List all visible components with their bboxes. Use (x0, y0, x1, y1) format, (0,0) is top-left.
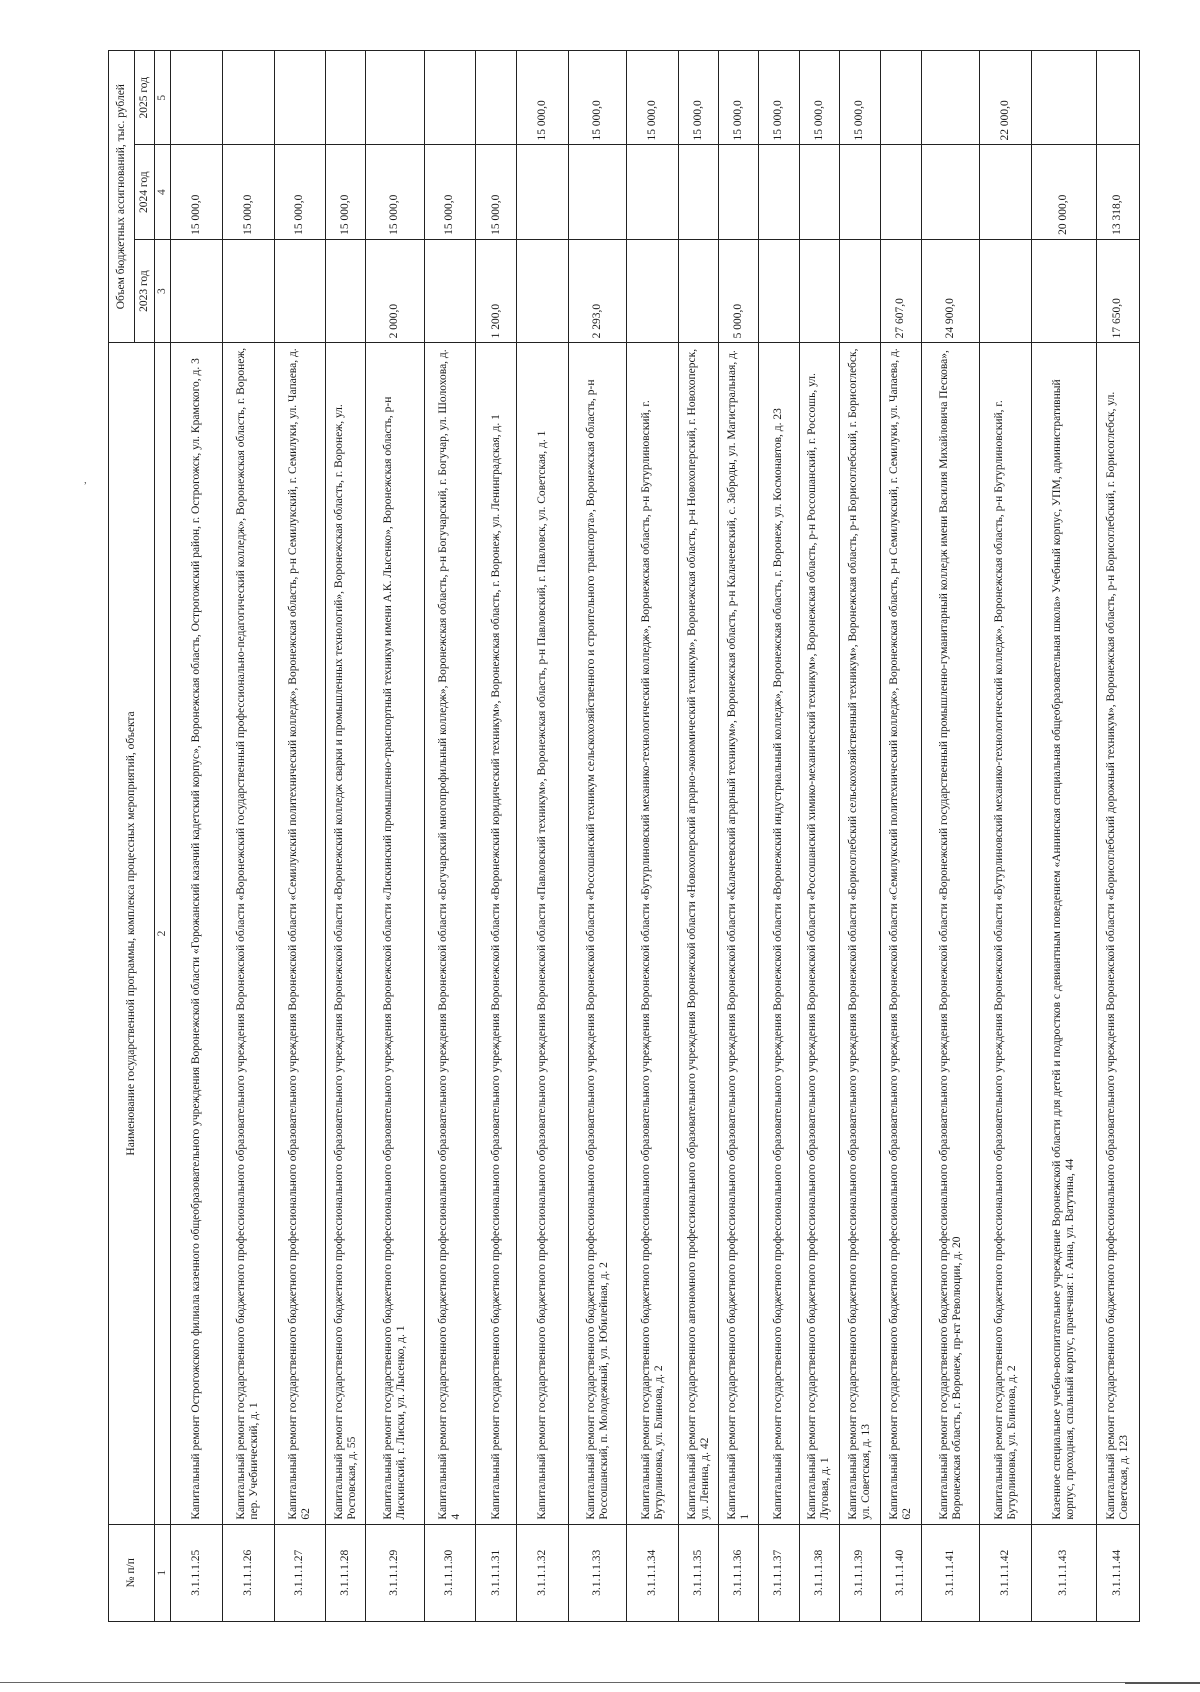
row-number: 3.1.1.1.42 (980, 1524, 1032, 1621)
row-name: Капитальный ремонт государственного бюджетного профессионального образовательного учреждения Воронежской области «Калачеевский аграрный техникум», Воронежская область, р-н Калачеевский, с. Заброды, ул. Магистральная, д. 1 (719, 343, 759, 1524)
row-value-2025: 15 000,0 (517, 51, 569, 145)
table-row (799, 51, 839, 1622)
header-year-2024: 2024 год (135, 145, 155, 239)
row-value-2023: 27 607,0 (880, 239, 921, 343)
row-value-2025 (424, 51, 476, 145)
table-row (980, 51, 1032, 1622)
row-name: Капитальный ремонт государственного бюджетного профессионального образовательного учреждения Воронежской области «Воронежский государственный промышленно-гуманитарный колледж имени Василия Михайловича Пескова», Воронежская область, г. Воронеж, пр-кт Революции, д. 20 (921, 343, 979, 1524)
table-row (839, 51, 880, 1622)
table-row (880, 51, 921, 1622)
table-row (758, 51, 799, 1622)
table-body (171, 51, 1140, 1622)
row-value-2025 (1096, 51, 1139, 145)
row-value-2023 (758, 239, 799, 343)
header-num: № п/п (109, 1524, 155, 1621)
page-bottom-rule (0, 1682, 1200, 1683)
table-row (679, 51, 719, 1622)
row-value-2025 (366, 51, 424, 145)
row-number: 3.1.1.1.25 (171, 1524, 223, 1621)
row-value-2023 (1031, 239, 1096, 343)
row-number: 3.1.1.1.27 (274, 1524, 326, 1621)
row-value-2024 (921, 145, 979, 239)
header-name: Наименование государственной программы, комплекса процессных мероприятий, объекта (109, 343, 155, 1524)
row-number: 3.1.1.1.34 (627, 1524, 679, 1621)
row-value-2024: 15 000,0 (326, 145, 366, 239)
row-name: Капитальный ремонт государственного бюджетного профессионального образовательного учреждения Воронежской области «Борисоглебский сельскохозяйственный техникум», Воронежская область, р-н Борисоглебский, г. Борисоглебск, ул. Советская, д. 13 (839, 343, 880, 1524)
row-name: Капитальный ремонт государственного бюджетного профессионального образовательного учреждения Воронежской области «Россошанский техникум сельскохозяйственного и строительного транспорта», Воронежская область, р-н Россошанский, п. Молодежный, ул. Юбилейная, д. 2 (569, 343, 627, 1524)
row-value-2025 (921, 51, 979, 145)
row-value-2025: 15 000,0 (569, 51, 627, 145)
row-number: 3.1.1.1.40 (880, 1524, 921, 1621)
table-row (627, 51, 679, 1622)
row-value-2023 (424, 239, 476, 343)
row-value-2025 (1031, 51, 1096, 145)
row-name: Капитальный ремонт государственного бюджетного профессионального образовательного учреждения Воронежской области «Павловский техникум», Воронежская область, р-н Павловский, г. Павловск, ул. Советская, д. 1 (517, 343, 569, 1524)
row-value-2023 (517, 239, 569, 343)
row-value-2023 (171, 239, 223, 343)
table-row (517, 51, 569, 1622)
table-row (1096, 51, 1139, 1622)
row-number: 3.1.1.1.44 (1096, 1524, 1139, 1621)
row-name: Капитальный ремонт государственного бюджетного профессионального образовательного учреждения Воронежской области «Богучарский многопрофильный колледж», Воронежская область, р-н Богучарский, г. Богучар, ул. Шолохова, д. 4 (424, 343, 476, 1524)
col-number: 5 (155, 51, 171, 145)
table-row (171, 51, 223, 1622)
row-value-2023 (222, 239, 274, 343)
row-value-2023 (326, 239, 366, 343)
row-value-2024 (627, 145, 679, 239)
row-value-2025: 15 000,0 (679, 51, 719, 145)
row-number: 3.1.1.1.36 (719, 1524, 759, 1621)
row-value-2025: 15 000,0 (719, 51, 759, 145)
row-value-2023 (839, 239, 880, 343)
row-number: 3.1.1.1.43 (1031, 1524, 1096, 1621)
row-value-2025: 15 000,0 (758, 51, 799, 145)
row-value-2024 (839, 145, 880, 239)
row-number: 3.1.1.1.39 (839, 1524, 880, 1621)
row-value-2024 (679, 145, 719, 239)
row-value-2025 (326, 51, 366, 145)
row-value-2024 (569, 145, 627, 239)
row-value-2023 (627, 239, 679, 343)
row-name: Капитальный ремонт государственного бюджетного профессионального образовательного учреждения Воронежской области «Воронежский индустриальный колледж», Воронежская область, г. Воронеж, ул. Космонавтов, д. 23 (758, 343, 799, 1524)
row-number: 3.1.1.1.32 (517, 1524, 569, 1621)
table-row (222, 51, 274, 1622)
row-name: Капитальный ремонт государственного бюджетного профессионального образовательного учреждения Воронежской области «Россошанский химико-механический техникум», Воронежская область, р-н Россошанский, г. Россошь, ул. Луговая, д. 1 (799, 343, 839, 1524)
header-volume: Объем бюджетных ассигнований, тыс. рублей (109, 51, 135, 343)
row-value-2023 (980, 239, 1032, 343)
row-value-2025 (476, 51, 517, 145)
row-value-2024: 15 000,0 (366, 145, 424, 239)
table-row (719, 51, 759, 1622)
row-value-2025: 22 000,0 (980, 51, 1032, 145)
row-number: 3.1.1.1.38 (799, 1524, 839, 1621)
row-value-2024: 15 000,0 (424, 145, 476, 239)
row-value-2024 (517, 145, 569, 239)
row-value-2024 (799, 145, 839, 239)
row-name: Капитальный ремонт Острогожского филиала казенного общеобразовательного учреждения Воронежской области «Горожанский казачий кадетский корпус», Воронежская область, Острогожский район, г. Острогожск, ул. Крамского, д. 3 (171, 343, 223, 1524)
row-number: 3.1.1.1.31 (476, 1524, 517, 1621)
table-row (424, 51, 476, 1622)
table-row (569, 51, 627, 1622)
row-number: 3.1.1.1.30 (424, 1524, 476, 1621)
row-value-2024 (980, 145, 1032, 239)
rotated-page (108, 50, 1140, 1622)
row-value-2023: 17 650,0 (1096, 239, 1139, 343)
row-value-2024: 13 318,0 (1096, 145, 1139, 239)
footer-line (1125, 1682, 1200, 1684)
row-value-2023 (274, 239, 326, 343)
row-value-2025: 15 000,0 (627, 51, 679, 145)
row-value-2024 (758, 145, 799, 239)
row-value-2023: 1 200,0 (476, 239, 517, 343)
row-value-2023: 2 000,0 (366, 239, 424, 343)
row-name: Капитальный ремонт государственного бюджетного профессионального образовательного учреждения Воронежской области «Лискинский промышленно-транспортный техникум имени А.К. Лысенко», Воронежская область, р-н Лискинский, г. Лиски, ул. Лысенко, д. 1 (366, 343, 424, 1524)
table-row (366, 51, 424, 1622)
row-name: Капитальный ремонт государственного бюджетного профессионального образовательного учреждения Воронежской области «Семилукский политехнический колледж», Воронежская область, р-н Семилукский, г. Семилуки, ул. Чапаева, д. 62 (880, 343, 921, 1524)
row-value-2025: 15 000,0 (839, 51, 880, 145)
row-value-2025 (171, 51, 223, 145)
row-name: Капитальный ремонт государственного автономного профессионального образовательного учреждения Воронежской области «Новохоперский аграрно-экономический техникум», Воронежская область, р-н Новохоперский, г. Новохоперск, ул. Ленина, д. 42 (679, 343, 719, 1524)
row-name: Капитальный ремонт государственного бюджетного профессионального образовательного учреждения Воронежской области «Борисоглебский дорожный техникум», Воронежская область, р-н Борисоглебский, г. Борисоглебск, ул. Советская, д. 123 (1096, 343, 1139, 1524)
row-number: 3.1.1.1.26 (222, 1524, 274, 1621)
row-name: Капитальный ремонт государственного бюджетного профессионального образовательного учреждения Воронежской области «Бутурлиновский механико-технологический колледж», Воронежская область, р-н Бутурлиновский, г. Бутурлиновка, ул. Блинова, д. 2 (980, 343, 1032, 1524)
row-name: Капитальный ремонт государственного бюджетного профессионального образовательного учреждения Воронежской области «Воронежский колледж сварки и промышленных технологий», Воронежская область, г. Воронеж, ул. Ростовская, д. 55 (326, 343, 366, 1524)
col-number: 4 (155, 145, 171, 239)
table-row (1031, 51, 1096, 1622)
table-row (326, 51, 366, 1622)
table-row (476, 51, 517, 1622)
row-value-2024: 15 000,0 (274, 145, 326, 239)
header-year-2023: 2023 год (135, 239, 155, 343)
row-value-2023 (799, 239, 839, 343)
row-value-2024 (719, 145, 759, 239)
page-mark: , (84, 474, 87, 486)
table-row (274, 51, 326, 1622)
row-value-2024: 15 000,0 (476, 145, 517, 239)
header-year-2025: 2025 год (135, 51, 155, 145)
row-number: 3.1.1.1.35 (679, 1524, 719, 1621)
row-value-2024 (880, 145, 921, 239)
table-row (921, 51, 979, 1622)
col-number: 2 (155, 343, 171, 1524)
row-value-2023: 2 293,0 (569, 239, 627, 343)
row-value-2024: 15 000,0 (222, 145, 274, 239)
row-value-2024: 15 000,0 (171, 145, 223, 239)
row-name: Капитальный ремонт государственного бюджетного профессионального образовательного учреждения Воронежской области «Бутурлиновский механико-технологический колледж», Воронежская область, р-н Бутурлиновский, г. Бутурлиновка, ул. Блинова, д. 2 (627, 343, 679, 1524)
row-value-2025 (222, 51, 274, 145)
row-number: 3.1.1.1.41 (921, 1524, 979, 1621)
row-name: Капитальный ремонт государственного бюджетного профессионального образовательного учреждения Воронежской области «Семилукский политехнический колледж», Воронежская область, р-н Семилукский, г. Семилуки, ул. Чапаева, д. 62 (274, 343, 326, 1524)
row-value-2023: 5 000,0 (719, 239, 759, 343)
row-number: 3.1.1.1.29 (366, 1524, 424, 1621)
budget-table (108, 50, 1140, 1622)
row-value-2025: 15 000,0 (799, 51, 839, 145)
row-value-2025 (880, 51, 921, 145)
row-name: Казенное специальное учебно-воспитательное учреждение Воронежской области для детей и подростков с девиантным поведением «Аннинская специальная общеобразовательная школа» Учебный корпус, УПМ, административный корпус, проходная, спальный корпус, прачечная: г. Анна, ул. Ватутина, 44 (1031, 343, 1096, 1524)
col-number: 3 (155, 239, 171, 343)
row-name: Капитальный ремонт государственного бюджетного профессионального образовательного учреждения Воронежской области «Воронежский юридический техникум», Воронежская область, г. Воронеж, ул. Ленинградская, д. 1 (476, 343, 517, 1524)
row-value-2023 (679, 239, 719, 343)
row-value-2024: 20 000,0 (1031, 145, 1096, 239)
col-number: 1 (155, 1524, 171, 1621)
row-number: 3.1.1.1.33 (569, 1524, 627, 1621)
row-number: 3.1.1.1.37 (758, 1524, 799, 1621)
row-value-2023: 24 900,0 (921, 239, 979, 343)
row-name: Капитальный ремонт государственного бюджетного профессионального образовательного учреждения Воронежской области «Воронежский государственный профессионально-педагогический колледж», Воронежская область, г. Воронеж, пер. Учебнический, д. 1 (222, 343, 274, 1524)
row-number: 3.1.1.1.28 (326, 1524, 366, 1621)
row-value-2025 (274, 51, 326, 145)
